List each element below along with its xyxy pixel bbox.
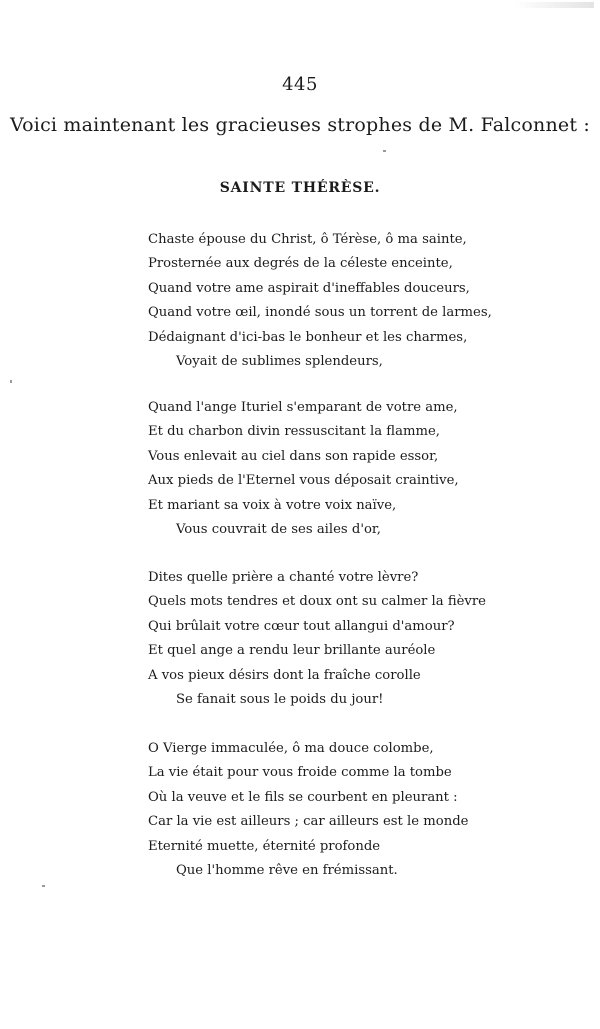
scan-artifact [514,2,594,8]
poem-line: Où la veuve et le fils se courbent en pleurant : [148,789,458,805]
poem-line: Et du charbon divin ressuscitant la flamme, [148,424,440,440]
scan-speck [42,885,45,887]
poem-stanza-3 [148,566,486,712]
poem-line-short: Que l'homme rêve en frémissant. [176,862,398,878]
scan-speck [10,380,12,383]
poem-line: Quand votre ame aspirait d'ineffables douceurs, [148,280,470,296]
poem-line: Eternité muette, éternité profonde [148,838,381,854]
poem-line: Quand votre œil, inondé sous un torrent de larmes, [148,305,492,321]
poem-line-short: Voyait de sublimes splendeurs, [176,353,383,369]
poem-stanza-4 [148,737,468,883]
poem-title: SAINTE THÉRÈSE. [219,180,381,196]
poem-line: Quand l'ange Ituriel s'emparant de votre ame, [148,400,458,415]
poem-line: Dites quelle prière a chanté votre lèvre? [148,570,419,585]
poem-line-short: Se fanait sous le poids du jour! [176,691,384,707]
scan-speck [383,150,386,152]
poem-line: A vos pieux désirs dont la fraîche corolle [148,667,421,683]
poem-line: Et quel ange a rendu leur brillante auréole [148,643,436,659]
poem-stanza-2 [148,396,468,542]
page-number: 445 [282,74,318,95]
poem-line: Prosternée aux degrés de la céleste enceinte, [148,256,453,272]
intro-sentence: Voici maintenant les gracieuses strophes de M. Falconnet : [9,114,591,136]
poem-line: O Vierge immaculée, ô ma douce colombe, [148,741,434,756]
poem-stanza-1 [148,228,492,374]
poem-line: Qui brûlait votre cœur tout allangui d'amour? [148,618,455,634]
poem-line: Et mariant sa voix à votre voix naïve, [148,497,397,513]
poem-line-short: Vous couvrait de ses ailes d'or, [176,521,381,537]
poem-line: Quels mots tendres et doux ont su calmer la fièvre [148,594,486,610]
poem-line: Aux pieds de l'Eternel vous déposait craintive, [148,473,459,489]
poem-line: Car la vie est ailleurs ; car ailleurs est le monde [148,814,469,830]
poem-line: Chaste épouse du Christ, ô Térèse, ô ma sainte, [148,232,467,247]
poem-line: La vie était pour vous froide comme la tombe [148,765,452,781]
poem-line: Dédaignant d'ici-bas le bonheur et les charmes, [148,329,468,345]
poem-line: Vous enlevait au ciel dans son rapide essor, [148,448,439,464]
